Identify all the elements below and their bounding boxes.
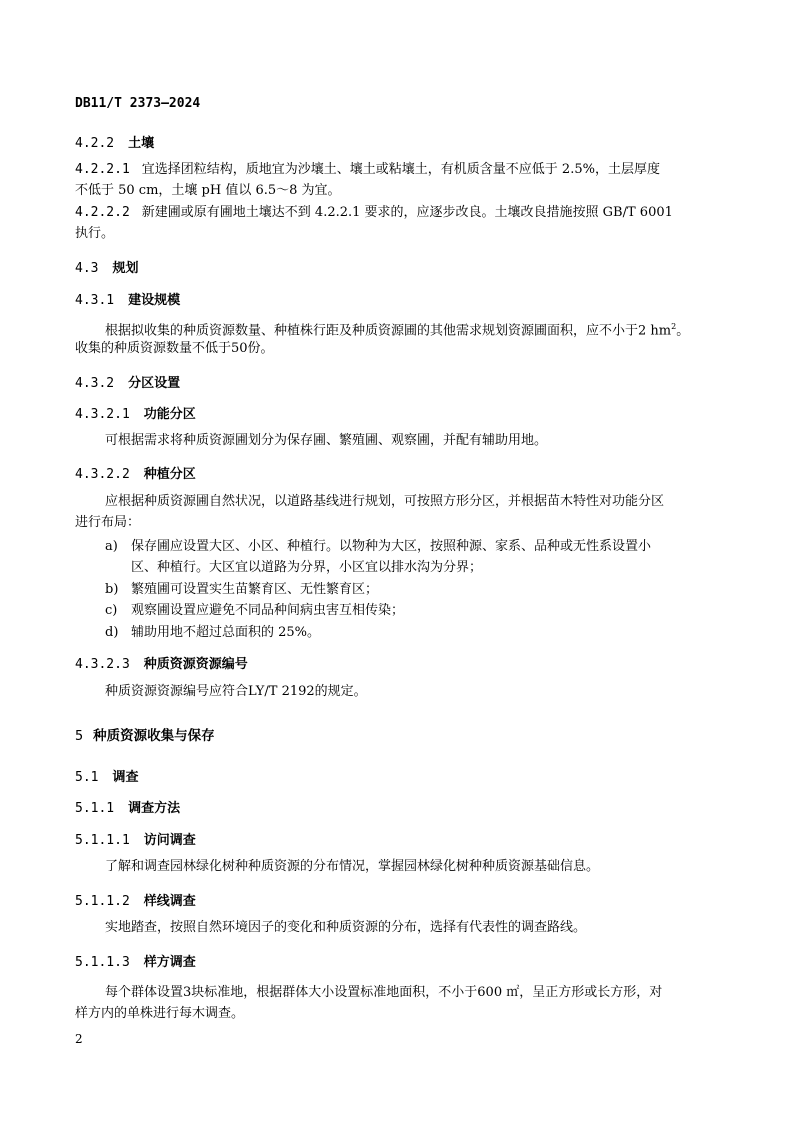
list-item-a-continuation: 区、种植行。大区宜以道路为分界，小区宜以排水沟为分界；	[131, 560, 483, 575]
paragraph-5-1-1-2: 实地踏查，按照自然环境因子的变化和种质资源的分布，选择有代表性的调查路线。	[105, 920, 587, 935]
paragraph-4-3-2-1: 可根据需求将种质资源圃划分为保存圃、繁殖圃、观察圃，并配有辅助用地。	[105, 433, 548, 448]
heading-4-3-1	[75, 289, 180, 308]
paragraph-4-3-2-3: 种质资源资源编号应符合LY/T 2192的规定。	[105, 684, 367, 699]
clause-text: 宜选择团粒结构，质地宜为沙壤土、壤土或粘壤土，有机质含量不应低于 2.5%，土层厚度	[141, 162, 660, 177]
paragraph-4-3-2-2-line2: 进行布局：	[75, 515, 141, 530]
document-id: DB11/T 2373—2024	[75, 96, 201, 111]
list-label: b)	[105, 582, 119, 597]
heading-4-2-2	[75, 132, 154, 151]
heading-5-1-1-1	[75, 829, 196, 848]
clause-text: 新建圃或原有圃地土壤达不到 4.2.2.1 要求的，应逐步改良。土壤改良措施按照 GB/T 6001	[141, 205, 673, 220]
clause-number: 4.2.2.1	[75, 162, 130, 177]
page-number: 2	[75, 1032, 83, 1046]
heading-title: 种质资源资源编号	[143, 657, 248, 672]
heading-number: 4.3.2.2	[75, 467, 130, 482]
heading-title: 功能分区	[143, 407, 196, 422]
heading-5-1-1-3	[75, 951, 196, 970]
clause-number: 4.2.2.2	[75, 205, 130, 220]
heading-title: 分区设置	[128, 376, 181, 391]
paragraph-5-1-1-1: 了解和调查园林绿化树种种质资源的分布情况，掌握园林绿化树种种质资源基础信息。	[105, 859, 600, 874]
paragraph-4-3-1-line1	[105, 317, 689, 341]
paragraph-4-3-2-2-line1: 应根据种质资源圃自然状况，以道路基线进行规划，可按照方形分区，并根据苗木特性对功能分区	[105, 494, 665, 509]
heading-4-3-2	[75, 372, 180, 391]
paragraph-5-1-1-3-line2: 样方内的单株进行每木调查。	[75, 1006, 245, 1021]
heading-title: 种质资源收集与保存	[93, 728, 215, 744]
paragraph-text: 根据拟收集的种质资源数量、种植株行距及种质资源圃的其他需求规划资源圃面积，应不小于2 hm	[105, 323, 672, 339]
list-text: 辅助用地不超过总面积的 25%。	[131, 625, 321, 640]
heading-number: 4.3.2.3	[75, 657, 130, 672]
list-item-d	[105, 621, 320, 640]
clause-4-2-2-1-line2: 不低于 50 cm，土壤 pH 值以 6.5～8 为宜。	[75, 183, 341, 198]
paragraph-5-1-1-3-line1: 每个群体设置3块标准地，根据群体大小设置标准地面积，不小于600 ㎡，呈正方形或长方形，对	[105, 985, 663, 1000]
heading-number: 4.3.1	[75, 293, 115, 308]
heading-5	[75, 724, 215, 744]
list-label: a)	[105, 539, 118, 554]
clause-4-2-2-2-line1	[75, 203, 673, 223]
heading-number: 5.1.1.1	[75, 833, 130, 848]
list-item-a	[105, 535, 651, 554]
heading-5-1-1	[75, 797, 180, 816]
heading-number: 5.1	[75, 770, 99, 785]
heading-title: 调查	[112, 770, 139, 785]
list-text: 观察圃设置应避免不同品种间病虫害互相传染；	[131, 603, 405, 618]
paragraph-end: 。	[676, 323, 690, 339]
heading-number: 5.1.1.2	[75, 894, 130, 909]
heading-4-3-2-1	[75, 403, 196, 422]
heading-title: 访问调查	[143, 833, 196, 848]
heading-title: 调查方法	[128, 801, 181, 816]
list-label: c)	[105, 603, 118, 618]
heading-number: 5	[75, 728, 84, 744]
heading-4-3	[75, 257, 139, 276]
heading-title: 建设规模	[128, 293, 181, 308]
list-label: d)	[105, 625, 119, 640]
heading-number: 5.1.1.3	[75, 955, 130, 970]
heading-number: 5.1.1	[75, 801, 115, 816]
list-item-b	[105, 578, 378, 597]
heading-title: 样方调查	[143, 955, 196, 970]
list-text: 繁殖圃可设置实生苗繁育区、无性繁育区；	[131, 582, 379, 597]
heading-5-1	[75, 766, 139, 785]
paragraph-4-3-1-line2: 收集的种质资源数量不低于50份。	[75, 341, 274, 356]
heading-5-1-1-2	[75, 890, 196, 909]
heading-title: 规划	[112, 261, 139, 276]
clause-4-2-2-1-line1	[75, 160, 660, 180]
heading-4-3-2-2	[75, 463, 196, 482]
heading-4-3-2-3	[75, 653, 248, 672]
heading-number: 4.2.2	[75, 136, 115, 151]
heading-title: 样线调查	[143, 894, 196, 909]
heading-number: 4.3.2.1	[75, 407, 130, 422]
superscript: 2	[671, 322, 677, 331]
heading-title: 土壤	[128, 136, 155, 151]
heading-title: 种植分区	[143, 467, 196, 482]
list-text: 保存圃应设置大区、小区、种植行。以物种为大区，按照种源、家系、品种或无性系设置小	[131, 539, 652, 554]
heading-number: 4.3	[75, 261, 99, 276]
clause-4-2-2-2-line2: 执行。	[75, 226, 115, 241]
heading-number: 4.3.2	[75, 376, 115, 391]
list-item-c	[105, 599, 404, 618]
